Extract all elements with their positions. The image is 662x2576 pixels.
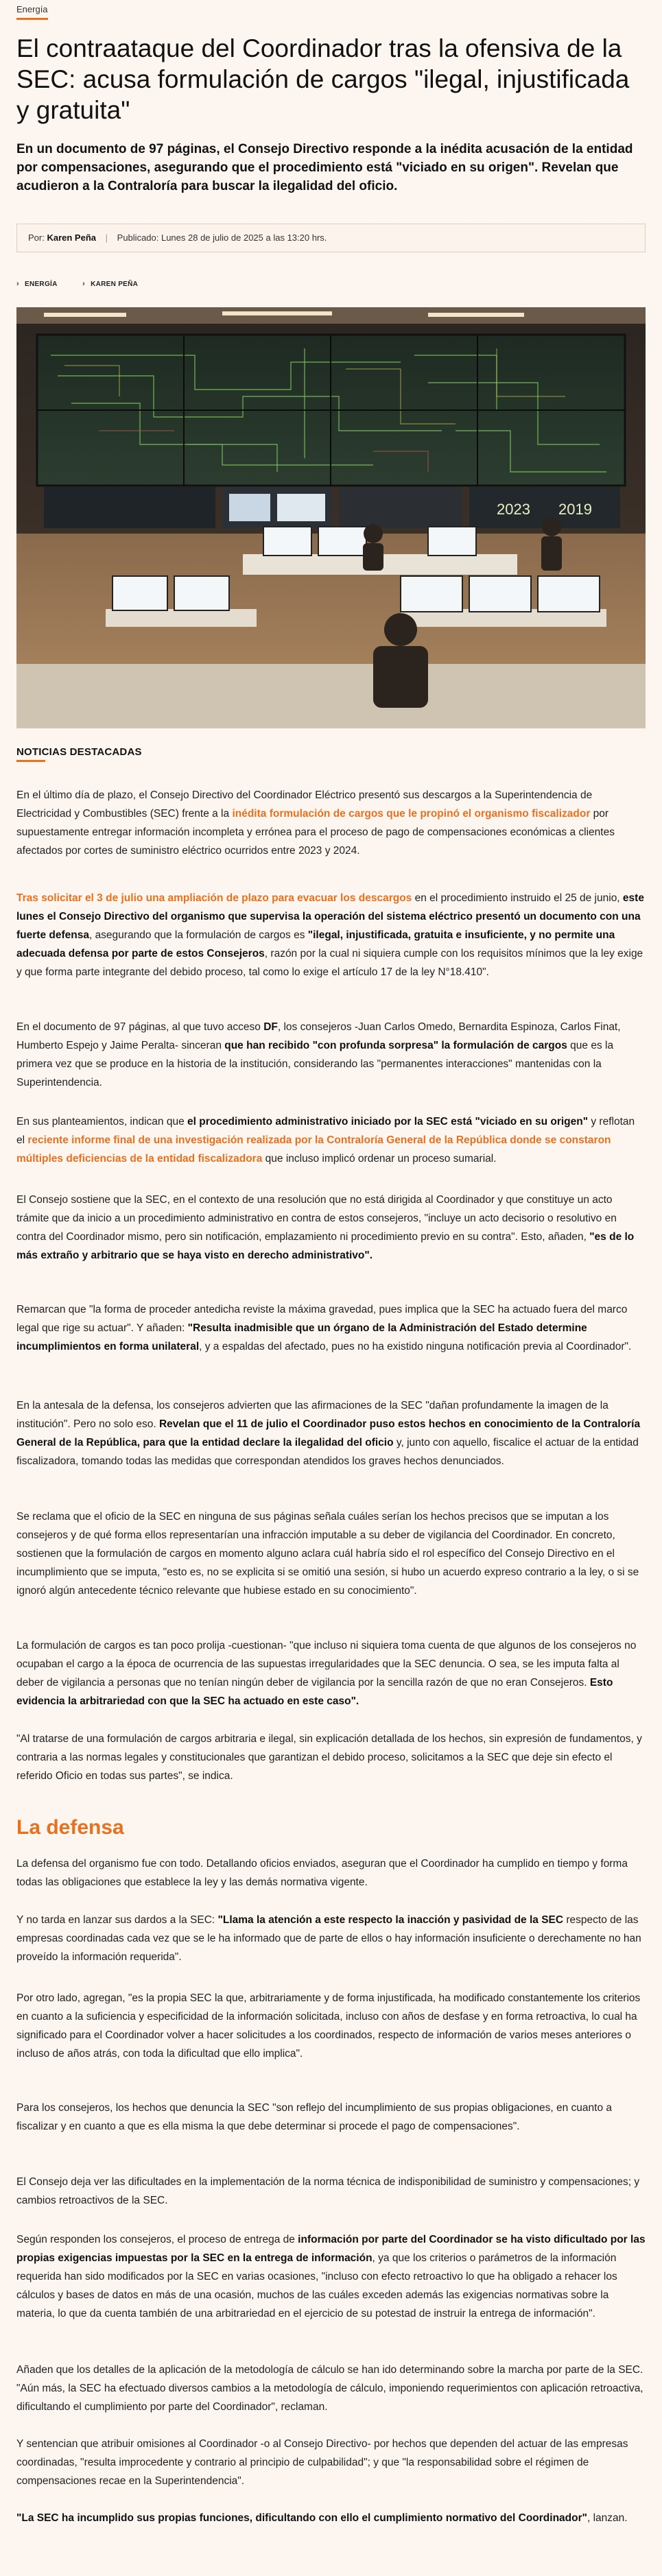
paragraph-14: Para los consejeros, los hechos que denuncia la SEC "son reflejo del incumplimiento de sus propias obligaciones, en cuanto a fiscalizar y en cuanto a que es ella misma la que debe determinar si procede el pago de compensaciones". xyxy=(16,2102,612,2132)
byline-separator: | xyxy=(105,232,108,243)
text: en el procedimiento instruido el 25 de junio, xyxy=(412,892,623,904)
paragraph-16 xyxy=(16,2230,646,2323)
text: , lanzan. xyxy=(587,2512,628,2524)
tag-label: KAREN PEÑA xyxy=(91,280,139,288)
text: , razón por la cual ni siquiera cumple con los requisitos mínimos que la ley exige y que forma parte integrante del debido proceso, tal como lo exige el artículo 17 de la ley N°18.410". xyxy=(16,948,643,978)
paragraph-9 xyxy=(16,1636,646,1710)
text: y, junto con aquello, fiscalice el actuar de la entidad fiscalizadora, tomando todas las medidas que correspondan atendidos los graves hechos denunciados. xyxy=(16,1437,639,1467)
paragraph-2 xyxy=(16,889,646,981)
bold-text: Esto evidencia la arbitrariedad con que la SEC ha actuado en este caso". xyxy=(16,1677,613,1707)
text: En la antesala de la defensa, los consejeros advierten que las afirmaciones de la SEC "dañan profundamente la imagen de la institución". Pero no solo eso. xyxy=(16,1400,608,1430)
inline-link[interactable]: reciente informe final de una investigación realizada por la Contraloría General de la República donde se constaron múltiples deficiencias de la entidad fiscalizadora xyxy=(16,1134,611,1165)
text: , asegurando que la formulación de cargos es xyxy=(88,929,308,941)
text: , y a espaldas del afectado, pues no ha existido ninguna notificación previa al Coordinador". xyxy=(199,1341,632,1352)
text: El Consejo sostiene que la SEC, en el contexto de una resolución que no está dirigida al Coordinador y que constituye un acto trámite que da inicio a un procedimiento administrativo en contra de estos consejeros, "incluye un acto decisorio o resolutivo en contra del Coordinador mismo, pero sin notificación, emplazamiento ni procedimiento previo en su contra". Esto, añaden, xyxy=(16,1194,617,1243)
bold-text: este lunes el Consejo Directivo del organismo que supervisa la operación del sistema eléctrico presentó un documento con una fuerte defensa xyxy=(16,892,644,941)
category-link[interactable]: Energía xyxy=(16,4,48,14)
bold-text: "Llama la atención a este respecto la inacción y pasividad de la SEC xyxy=(217,1914,564,1926)
chevron-right-icon: › xyxy=(82,280,86,288)
bold-text: "ilegal, injustificada, gratuita e insuficiente, y no permite una adecuada defensa por parte de estos Consejeros xyxy=(16,929,615,959)
paragraph-6 xyxy=(16,1300,646,1356)
control-room-photo xyxy=(16,307,646,728)
section-label: NOTICIAS DESTACADAS xyxy=(16,746,142,758)
byline-prefix: Por: xyxy=(28,232,45,243)
paragraph-13: Por otro lado, agregan, "es la propia SEC la que, arbitrariamente y de forma injustificada, ha modificado constantemente los criterios en cuanto a la suficiencia y especificidad de la información solicitada, incluso con años de desfase y en forma retroactiva, lo cual ha significado para el Coordinador volver a hacer solicitudes a los coordinados, respecto de información de varios meses anteriores o incluso de años atrás, con toda la dificultad que ello implica". xyxy=(16,1992,641,2060)
bold-text: el procedimiento administrativo iniciado por la SEC está "viciado en su origen" xyxy=(187,1116,589,1128)
paragraph-11: La defensa del organismo fue con todo. Detallando oficios enviados, aseguran que el Coordinador ha cumplido en tiempo y forma todas las obligaciones que establece la ley y las demás normativa vigente. xyxy=(16,1858,628,1888)
paragraph-4 xyxy=(16,1112,646,1168)
paragraph-3 xyxy=(16,1018,646,1092)
section-underline xyxy=(16,760,45,762)
svg-text:2023: 2023 xyxy=(497,501,530,518)
author-link[interactable]: Karen Peña xyxy=(47,232,97,243)
publish-date: Publicado: Lunes 28 de julio de 2025 a las 13:20 hrs. xyxy=(117,232,327,243)
paragraph-18: Y sentencian que atribuir omisiones al Coordinador -o al Consejo Directivo- por hechos que dependen del actuar de las empresas coordinadas, "resulta improcedente y contrario al principio de culpabilidad"; y que "la responsabilidad sobre el régimen de compensaciones recae en la Superintendencia". xyxy=(16,2438,628,2487)
text: respecto de las empresas coordinadas cada vez que se le ha informado que de parte de ellos o hay información insuficiente o derechamente no han proveído la información requerida". xyxy=(16,1914,641,1963)
paragraph-5 xyxy=(16,1191,646,1265)
text: Según responden los consejeros, el proceso de entrega de xyxy=(16,2234,298,2245)
text: , ya que los criterios o parámetros de la información requerida han sido modificados por la SEC en varias ocasiones, "incluso con efecto retroactivo lo que ha obligado a rehacer los cálculos y bases de datos en más de una ocasión, muchos de las cuáles exceden además las exigencias normativas sobre la materia, lo que da cuenta también de una arbitrariedad en el ejercicio de su potestad de instruir la entrega de información". xyxy=(16,2252,617,2319)
paragraph-15: El Consejo deja ver las dificultades en la implementación de la norma técnica de indisponibilidad de suministro y compensaciones; y cambios retroactivos de la SEC. xyxy=(16,2176,640,2206)
inline-link[interactable]: inédita formulación de cargos que le propinó el organismo fiscalizador xyxy=(232,808,591,820)
paragraph-7 xyxy=(16,1396,646,1470)
paragraph-10: "Al tratarse de una formulación de cargos arbitraria e ilegal, sin explicación detallada de los hechos, sin expresión de fundamentos, y contraria a las normas legales y constitucionales que garantizan el debido proceso, solicitamos a la SEC que deje sin efecto el referido Oficio en todas sus partes", se indica. xyxy=(16,1733,642,1782)
bold-text: información por parte del Coordinador se ha visto dificultado por las propias exigencias impuestas por la SEC en la entrega de información xyxy=(16,2234,646,2264)
chevron-right-icon: › xyxy=(16,280,19,288)
deck: En un documento de 97 páginas, el Consejo Directivo responde a la inédita acusación de la entidad por compensaciones, asegurando que el procedimiento está "viciado en su origen". Revelan que acudieron a la Contraloría para buscar la ilegalidad del oficio. xyxy=(16,142,633,193)
text: La formulación de cargos es tan poco prolija -cuestionan- "que incluso ni siquiera toma cuenta de que algunos de los consejeros no ocupaban el cargo a la época de ocurrencia de las supuestas irregularidades que la SEC denuncia. O sea, se les imputa falta al deber de vigilancia a personas que no tenían ningún deber de vigilancia por la sencilla razón de que no eran Consejeros. xyxy=(16,1640,637,1689)
paragraph-19 xyxy=(16,2509,646,2527)
text: Remarcan que "la forma de proceder antedicha reviste la máxima gravedad, pues implica que la SEC ha actuado fuera del marco legal que rige su actuar". Y añaden: xyxy=(16,1304,628,1334)
headline: El contraataque del Coordinador tras la ofensiva de la SEC: acusa formulación de cargos "ilegal, injustificada y gratuita" xyxy=(16,34,630,124)
paragraph-17: Añaden que los detalles de la aplicación de la metodología de cálculo se han ido determinando sobre la marcha por parte de la SEC. "Aún más, la SEC ha efectuado diversos cambios a la metodología de cálculo, imponiendo requerimientos con aplicación retroactiva, dificultando el cumplimiento por parte del Coordinador", reclaman. xyxy=(16,2364,643,2413)
inline-link[interactable]: Tras solicitar el 3 de julio una ampliación de plazo para evacuar los descargos xyxy=(16,892,412,904)
hero-image xyxy=(16,307,646,728)
bold-text: que han recibido "con profunda sorpresa" la formulación de cargos xyxy=(224,1040,567,1051)
bold-text: "es de lo más extraño y arbitrario que se haya visto en derecho administrativo". xyxy=(16,1231,635,1261)
bold-text: Revelan que el 11 de julio el Coordinador puso estos hechos en conocimiento de la Contraloría General de la República, para que la entidad declare la ilegalidad del oficio xyxy=(16,1418,641,1448)
tag-list xyxy=(16,277,160,287)
text: Y no tarda en lanzar sus dardos a la SEC: xyxy=(16,1914,218,1926)
paragraph-12 xyxy=(16,1911,646,1966)
text: por supuestamente entregar información incompleta y errónea para el proceso de pago de compensaciones económicas a clientes afectados por cortes de suministro eléctrico ocurridos entre 2023 y 2024. xyxy=(16,808,615,857)
tag-energia[interactable] xyxy=(16,280,58,288)
text: y reflotan el xyxy=(16,1116,635,1146)
tag-author[interactable] xyxy=(82,280,138,288)
text: que es la primera vez que se produce en la historia de la institución, considerando las "permanentes interacciones" mantenidas con la Superintendencia. xyxy=(16,1040,614,1088)
text: que incluso implicó ordenar un proceso sumarial. xyxy=(262,1153,497,1165)
category-underline xyxy=(16,18,48,20)
bold-text: "Resulta inadmisible que un órgano de la Administración del Estado determine incumplimientos en forma unilateral xyxy=(16,1322,587,1352)
text: , los consejeros -Juan Carlos Omedo, Bernardita Espinoza, Carlos Finat, Humberto Espejo y Jaime Peralta- sinceran xyxy=(16,1021,621,1051)
tag-label: ENERGÍA xyxy=(24,280,58,288)
text: En sus planteamientos, indican que xyxy=(16,1116,188,1128)
svg-text:2019: 2019 xyxy=(558,501,592,518)
text: En el último día de plazo, el Consejo Directivo del Coordinador Eléctrico presentó sus descargos a la Superintendencia de Electricidad y Combustibles (SEC) frente a la xyxy=(16,789,593,820)
byline xyxy=(16,224,646,252)
text: En el documento de 97 páginas, al que tuvo acceso xyxy=(16,1021,264,1033)
bold-text: "La SEC ha incumplido sus propias funciones, dificultando con ello el cumplimiento normativo del Coordinador" xyxy=(16,2512,587,2524)
paragraph-8: Se reclama que el oficio de la SEC en ninguna de sus páginas señala cuáles serían los hechos precisos que se imputan a los consejeros y de qué forma ellos representarían una infracción imputable a su deber de vigilancia del Coordinador. En concreto, sostienen que la formulación de cargos en momento alguno aclara cuál habría sido el rol específico del Consejo Directivo en el incumplimiento que se imputa, "esto es, no se explicita si se omitió una sesión, si hubo un acuerdo expreso contrario a la ley, o si se ignoró algún antecedente técnico relevante que hubiese estado en su conocimiento". xyxy=(16,1511,639,1597)
bold-text: DF xyxy=(263,1021,278,1033)
paragraph-1 xyxy=(16,786,646,860)
subhead: La defensa xyxy=(16,1816,124,1839)
